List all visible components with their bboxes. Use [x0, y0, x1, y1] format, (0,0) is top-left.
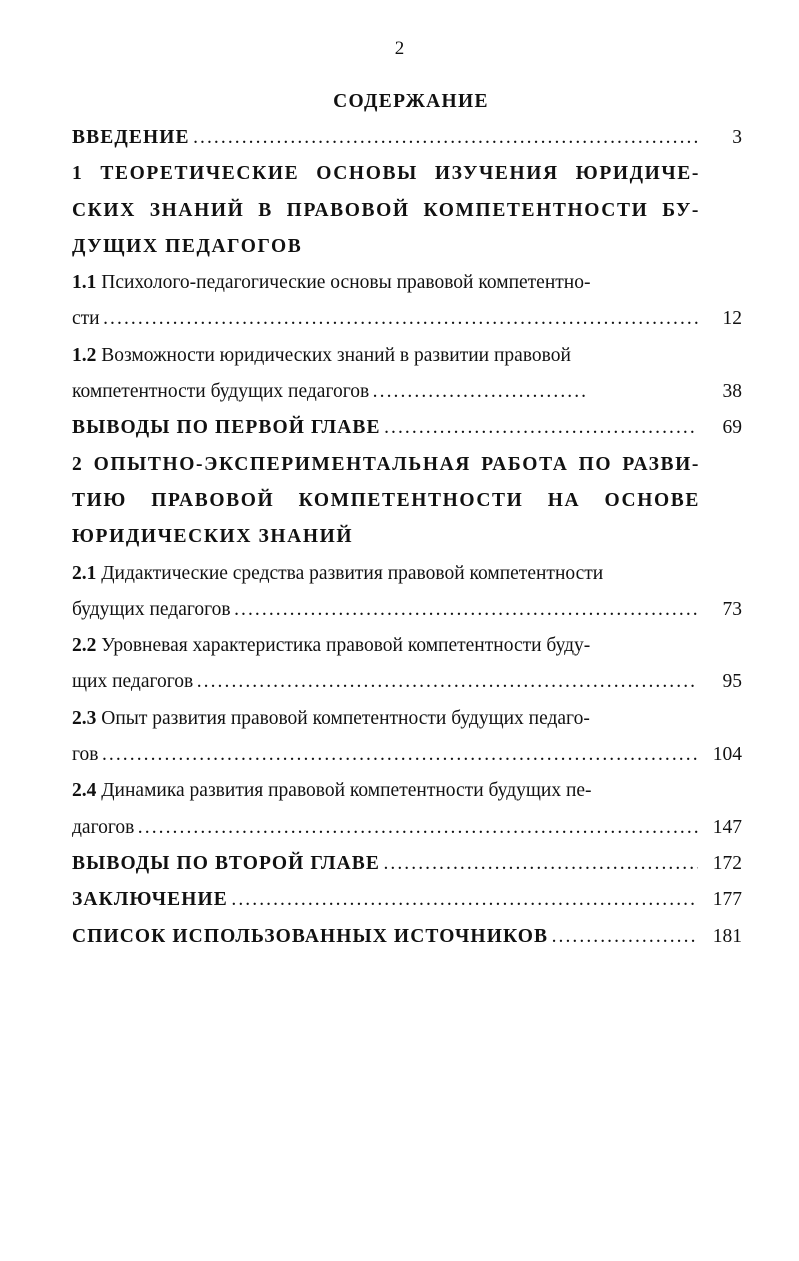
- section-title-continuation: компетентности будущих педагогов . . .: [72, 374, 588, 410]
- section-title-continuation: сти . . .: [72, 301, 698, 337]
- chapter-heading-line: ЮРИДИЧЕСКИХ ЗНАНИЙ: [72, 526, 354, 548]
- toc-page-number: 172: [712, 852, 742, 874]
- section-title: Уровневая характеристика правовой компетентности буду-: [101, 635, 591, 657]
- toc-page-number: 181: [712, 925, 742, 947]
- toc-chapter-2-heading[interactable]: [72, 447, 742, 556]
- toc-entry-conclusion[interactable]: [72, 882, 742, 918]
- section-title: Психолого-педагогические основы правовой компетентно-: [101, 272, 591, 294]
- toc-entry-label: ЗАКЛЮЧЕНИЕ . . .: [72, 882, 698, 918]
- section-number: 2.1: [72, 562, 97, 584]
- toc-entry-references[interactable]: [72, 919, 742, 955]
- table-of-contents: [72, 120, 742, 955]
- chapter-heading-line: СКИХ ЗНАНИЙ В ПРАВОВОЙ КОМПЕТЕНТНОСТИ БУ-: [72, 199, 700, 221]
- toc-page-number: 73: [722, 598, 742, 620]
- toc-chapter-1-heading[interactable]: [72, 156, 742, 265]
- chapter-heading-line: 1 ТЕОРЕТИЧЕСКИЕ ОСНОВЫ ИЗУЧЕНИЯ ЮРИДИЧЕ-: [72, 163, 700, 185]
- toc-entry-2-4[interactable]: [72, 773, 742, 846]
- section-title-continuation: щих педагогов . . .: [72, 664, 698, 700]
- toc-entry-2-1[interactable]: [72, 556, 742, 629]
- toc-page-number: 104: [712, 744, 742, 766]
- toc-entry-label: ВВЕДЕНИЕ . . .: [72, 120, 698, 156]
- chapter-heading-line: ТИЮ ПРАВОВОЙ КОМПЕТЕНТНОСТИ НА ОСНОВЕ: [72, 489, 700, 511]
- toc-entry-introduction[interactable]: [72, 120, 742, 156]
- toc-page-number: 177: [712, 889, 742, 911]
- chapter-heading-line: ДУЩИХ ПЕДАГОГОВ: [72, 235, 303, 257]
- toc-entry-label: ВЫВОДЫ ПО ПЕРВОЙ ГЛАВЕ . . .: [72, 410, 698, 446]
- page-number: 2: [394, 38, 405, 59]
- section-title: Возможности юридических знаний в развитии правовой: [101, 344, 571, 366]
- toc-entry-label: СПИСОК ИСПОЛЬЗОВАННЫХ ИСТОЧНИКОВ . . .: [72, 919, 698, 955]
- section-number: 2.3: [72, 707, 97, 729]
- toc-entry-chapter-1-conclusions[interactable]: [72, 410, 742, 446]
- toc-page-number: 3: [732, 127, 742, 148]
- section-number: 1.2: [72, 344, 97, 366]
- toc-entry-label: ВЫВОДЫ ПО ВТОРОЙ ГЛАВЕ . . .: [72, 846, 698, 882]
- section-title-continuation: будущих педагогов . . .: [72, 592, 698, 628]
- toc-title: СОДЕРЖАНИЕ: [333, 91, 489, 112]
- toc-page-number: 147: [712, 816, 742, 838]
- toc-entry-1-1[interactable]: [72, 265, 742, 338]
- section-number: 1.1: [72, 272, 97, 294]
- toc-page-number: 12: [722, 308, 742, 330]
- section-title: Дидактические средства развития правовой компетентности: [101, 562, 604, 584]
- toc-entry-chapter-2-conclusions[interactable]: [72, 846, 742, 882]
- section-number: 2.4: [72, 780, 97, 802]
- section-title: Опыт развития правовой компетентности будущих педаго-: [101, 707, 590, 729]
- toc-page-number: 69: [722, 417, 742, 439]
- section-number: 2.2: [72, 635, 97, 657]
- section-title-continuation: гов . . .: [72, 737, 698, 773]
- toc-entry-1-2[interactable]: [72, 338, 742, 411]
- toc-entry-2-3[interactable]: [72, 701, 742, 774]
- toc-page-number: 38: [722, 381, 742, 403]
- chapter-heading-line: 2 ОПЫТНО-ЭКСПЕРИМЕНТАЛЬНАЯ РАБОТА ПО РАЗВИ-: [72, 453, 700, 475]
- section-title-continuation: дагогов . . .: [72, 810, 698, 846]
- section-title: Динамика развития правовой компетентности будущих пе-: [101, 780, 592, 802]
- toc-page-number: 95: [722, 671, 742, 693]
- toc-entry-2-2[interactable]: [72, 628, 742, 701]
